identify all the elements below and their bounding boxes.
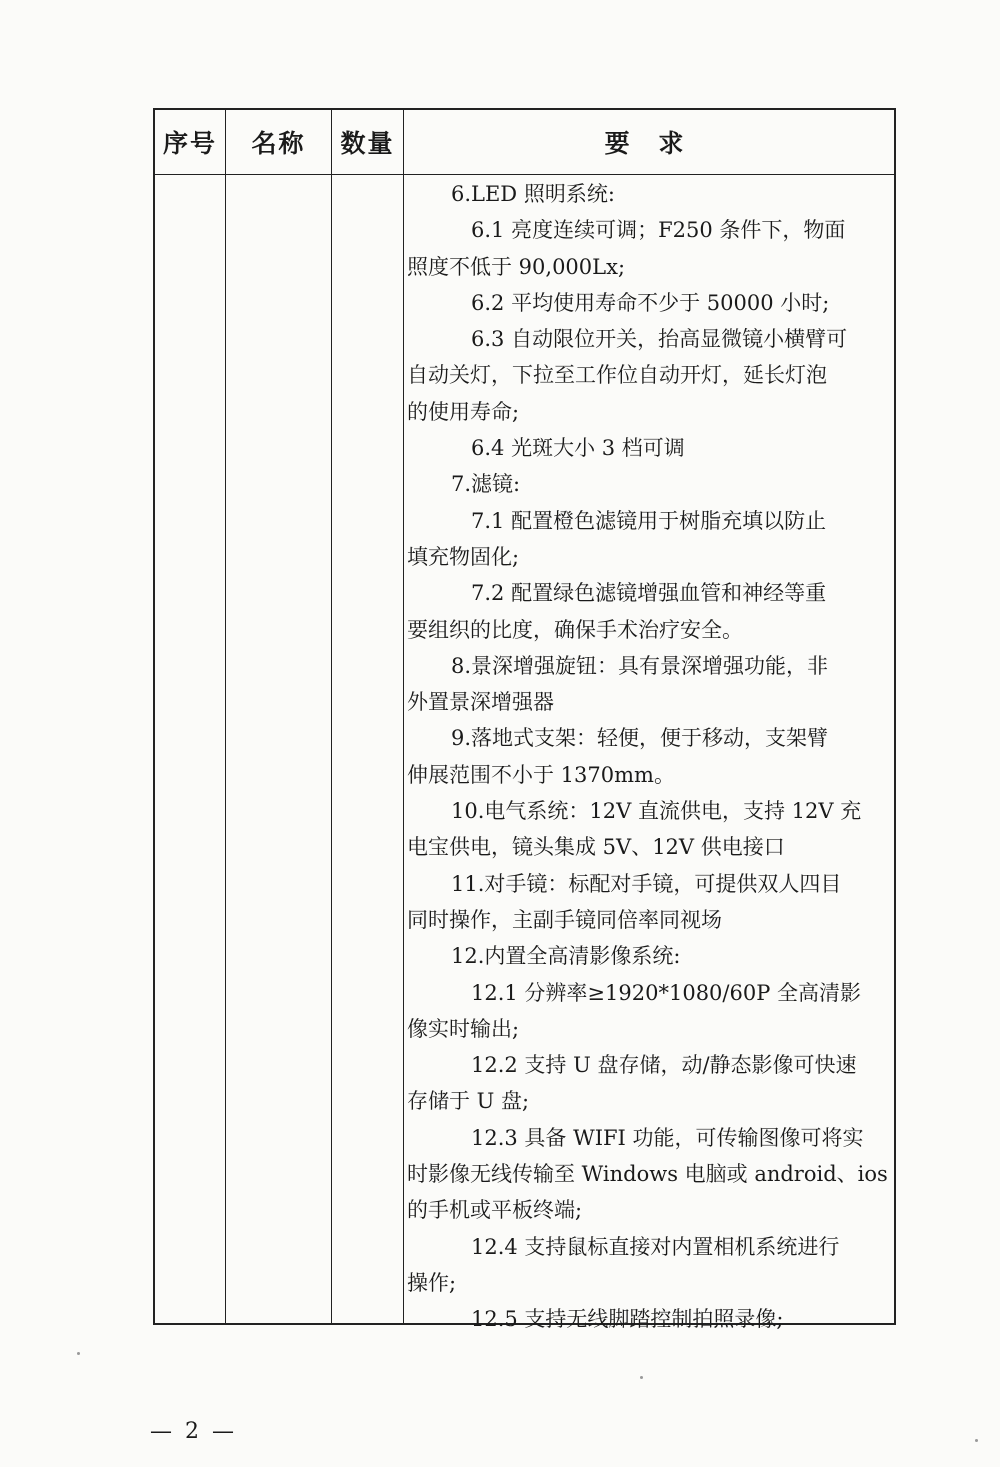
requirement-line: 12.内置全高清影像系统:	[451, 944, 681, 969]
requirement-line: 7.2 配置绿色滤镜增强血管和神经等重	[471, 581, 827, 606]
scan-speck	[77, 1352, 80, 1355]
requirement-line: 时影像无线传输至 Windows 电脑或 android、ios	[407, 1162, 888, 1187]
header-quantity: 数量	[340, 129, 395, 158]
requirement-line: 填充物固化;	[407, 544, 520, 569]
header-requirements: 要 求	[604, 129, 694, 158]
column-divider	[403, 110, 404, 1323]
requirement-line: 11.对手镜：标配对手镜，可提供双人四目	[451, 871, 842, 896]
requirement-line: 6.4 光斑大小 3 档可调	[471, 436, 685, 461]
requirement-line: 同时操作，主副手镜同倍率同视场	[407, 907, 722, 932]
requirement-line: 操作;	[407, 1270, 457, 1295]
page-number: — 2 —	[150, 1419, 237, 1444]
requirement-line: 6.LED 照明系统:	[451, 182, 615, 206]
requirement-line: 的使用寿命;	[407, 399, 520, 424]
requirement-line: 9.落地式支架：轻便，便于移动，支架臂	[451, 726, 829, 751]
header-name: 名称	[251, 129, 306, 158]
requirement-line: 6.3 自动限位开关，抬高显微镜小横臂可	[471, 327, 848, 352]
requirements-text	[407, 176, 889, 1338]
header-divider	[155, 174, 894, 175]
requirement-line: 自动关灯，下拉至工作位自动开灯，延长灯泡	[407, 363, 827, 388]
requirement-line: 7.1 配置橙色滤镜用于树脂充填以防止	[471, 508, 827, 533]
requirement-line: 像实时输出;	[407, 1016, 520, 1041]
requirement-line: 照度不低于 90,000Lx;	[407, 254, 626, 279]
requirement-line: 存储于 U 盘;	[407, 1089, 530, 1114]
requirement-line: 7.滤镜:	[451, 472, 521, 497]
scan-speck	[975, 1439, 978, 1442]
header-index: 序号	[162, 129, 217, 158]
requirement-line: 12.5 支持无线脚踏控制拍照录像;	[471, 1307, 784, 1332]
requirement-line: 伸展范围不小于 1370mm。	[407, 762, 675, 787]
requirement-line: 8.景深增强旋钮：具有景深增强功能，非	[451, 653, 829, 678]
requirement-line: 12.3 具备 WIFI 功能，可传输图像可将实	[471, 1125, 864, 1150]
column-divider	[331, 110, 332, 1323]
spec-table	[153, 108, 896, 1332]
requirement-line: 电宝供电，镜头集成 5V、12V 供电接口	[407, 835, 785, 860]
requirement-line: 要组织的比度，确保手术治疗安全。	[407, 617, 743, 642]
requirement-line: 12.2 支持 U 盘存储，动/静态影像可快速	[471, 1053, 857, 1078]
requirement-line: 的手机或平板终端;	[407, 1198, 583, 1223]
scan-speck	[640, 1376, 643, 1379]
requirement-line: 6.1 亮度连续可调；F250 条件下，物面	[471, 218, 846, 243]
column-divider	[225, 110, 226, 1323]
requirement-line: 10.电气系统：12V 直流供电，支持 12V 充	[451, 799, 862, 824]
requirement-line: 12.4 支持鼠标直接对内置相机系统进行	[471, 1234, 840, 1259]
requirement-line: 6.2 平均使用寿命不少于 50000 小时;	[471, 290, 830, 315]
requirement-line: 12.1 分辨率≥1920*1080/60P 全高清影	[471, 980, 862, 1005]
requirement-line: 外置景深增强器	[407, 690, 554, 715]
